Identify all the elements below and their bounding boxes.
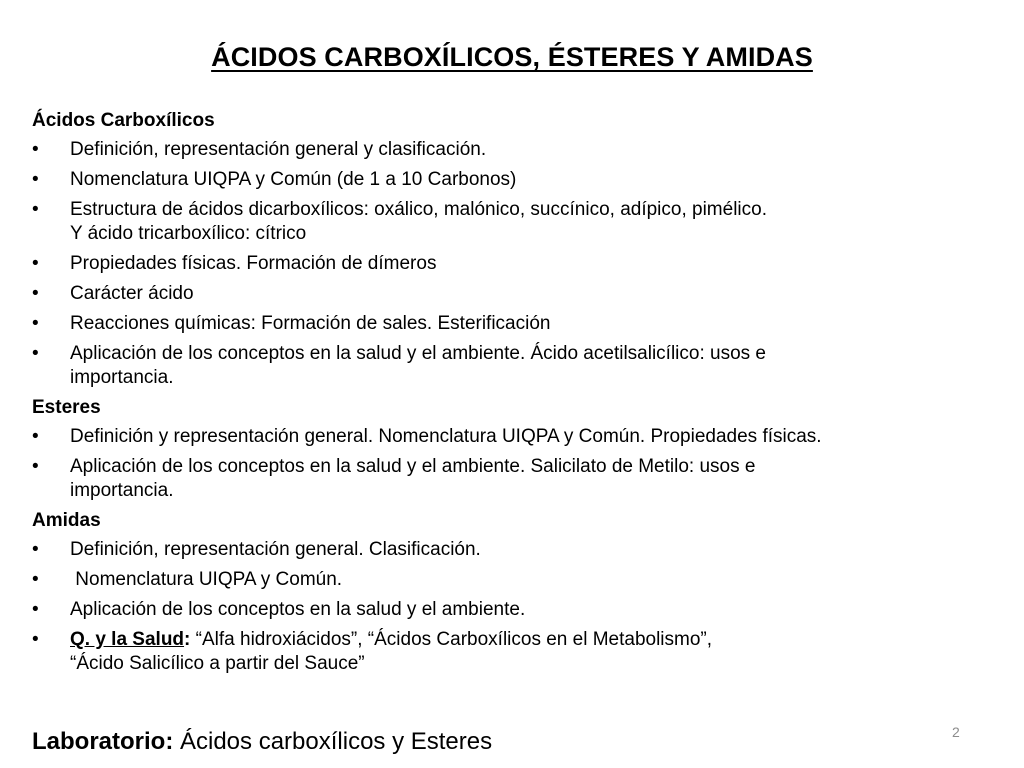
list-item: • Aplicación de los conceptos en la salud y el ambiente. [32,599,526,620]
list-item-q-salud: • Q. y la Salud: “Alfa hidroxiácidos”, “Ácidos Carboxílicos en el Metabolismo”, “Ácido Salicílico a partir del Sauce” [32,629,713,674]
list-item: • Definición y representación general. Nomenclatura UIQPA y Común. Propiedades físicas. [32,426,822,447]
bullet-icon: • [32,456,39,477]
bullet-icon: • [32,253,39,274]
list-item: • Definición, representación general. Clasificación. [32,539,481,560]
bullet-list-amidas [32,538,1007,676]
lab-text: Ácidos carboxílicos y Esteres [173,728,493,755]
section-heading-esteres: Esteres [32,397,101,418]
list-item: • Carácter ácido [32,283,194,304]
section-heading-acidos: Ácidos Carboxílicos [32,110,215,131]
bullet-icon: • [32,343,39,364]
bullet-icon: • [32,569,39,590]
bullet-icon: • [32,283,39,304]
bullet-icon: • [32,426,39,447]
page-number: 2 [952,724,960,740]
q-salud-label: Q. y la Salud [70,629,185,650]
bullet-icon: • [32,313,39,334]
section-heading-amidas: Amidas [32,510,101,531]
bullet-icon: • [32,629,39,650]
lab-line [32,728,492,756]
bullet-icon: • [32,139,39,160]
list-item: • Aplicación de los conceptos en la salud y el ambiente. Ácido acetilsalicílico: usos e importancia. [32,343,766,388]
list-item: • Nomenclatura UIQPA y Común. [32,569,343,590]
bullet-icon: • [32,169,39,190]
lab-label: Laboratorio: [32,728,174,755]
bullet-list-acidos [32,138,1007,390]
bullet-list-esteres [32,425,1007,503]
slide-title: ÁCIDOS CARBOXÍLICOS, ÉSTERES Y AMIDAS [211,42,813,72]
bullet-icon: • [32,539,39,560]
slide-content [32,106,1007,682]
list-item: • Estructura de ácidos dicarboxílicos: oxálico, malónico, succínico, adípico, pimélico. Y ácido tricarboxílico: cítrico [32,199,767,244]
bullet-icon: • [32,199,39,220]
list-item: • Definición, representación general y clasificación. [32,139,487,160]
list-item: • Reacciones químicas: Formación de sales. Esterificación [32,313,551,334]
list-item: • Propiedades físicas. Formación de dímeros [32,253,437,274]
list-item: • Nomenclatura UIQPA y Común (de 1 a 10 Carbonos) [32,169,517,190]
list-item: • Aplicación de los conceptos en la salud y el ambiente. Salicilato de Metilo: usos e importancia. [32,456,756,501]
bullet-icon: • [32,599,39,620]
